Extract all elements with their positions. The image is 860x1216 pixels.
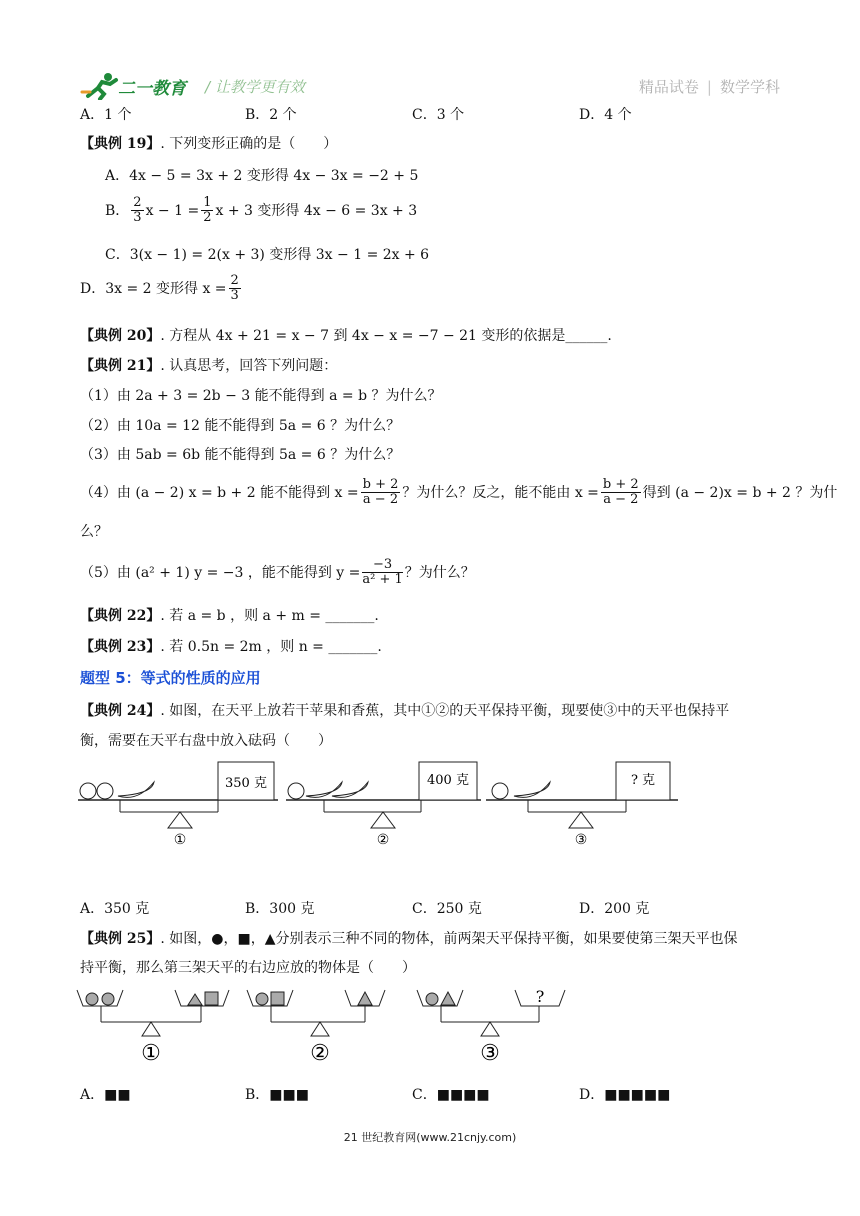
q24-option-d: D．200 克	[579, 901, 650, 917]
q23	[80, 636, 382, 656]
q19-stem	[80, 133, 337, 153]
q24-option-c: C．250 克	[412, 901, 482, 917]
q19-d-prefix: D．3x = 2 变形得 x =	[80, 280, 227, 297]
fulcrum-icon	[142, 1022, 160, 1036]
header-separator: |	[706, 78, 712, 96]
fraction-numerator: 2	[230, 273, 239, 288]
apple-icon	[97, 783, 113, 799]
q25-text: . 如图，●，■，▲分别表示三种不同的物体，前两架天平保持平衡，如果要使第三架天平也保	[160, 931, 738, 947]
q24-label: 【典例 24】	[80, 703, 161, 719]
q23-text: . 若 0.5n = 2m ，则 n = _______.	[160, 639, 382, 655]
unknown-mark: ?	[535, 987, 545, 1006]
circle-icon	[426, 993, 438, 1005]
q19-text: . 下列变形正确的是（ ）	[160, 136, 338, 152]
shape-balance-number-3: ③	[480, 1041, 500, 1066]
apple-icon	[80, 783, 96, 799]
fraction-denominator: a − 2	[362, 492, 399, 508]
weight-label-3: ? 克	[630, 773, 656, 788]
q21-p4-c: 得到 (a − 2)x = b + 2 ？为什	[642, 484, 838, 501]
fraction-denominator: 2	[203, 210, 212, 226]
shape-balance-1	[77, 990, 229, 1066]
q21-stem	[80, 355, 337, 375]
page-footer: 21 世纪教育网(www.21cnjy.com)	[343, 1131, 517, 1144]
shape-balance-number-2: ②	[310, 1041, 330, 1066]
fraction-denominator: a − 2	[603, 492, 639, 508]
q21-part-3: （3）由 5ab = 6b 能不能得到 5a = 6 ？为什么？	[80, 447, 401, 463]
q19-b-suffix: x + 3 变形得 4x − 6 = 3x + 3	[215, 202, 418, 219]
weight-label-2: 400 克	[427, 773, 469, 788]
shape-balance-number-1: ①	[141, 1041, 161, 1066]
fraction-numerator: b + 2	[362, 477, 399, 492]
fraction-denominator: a² + 1	[362, 572, 403, 588]
q18-option-b: B．2 个	[245, 107, 297, 123]
fraction-denominator: 3	[230, 288, 239, 304]
shape-balance-3	[417, 987, 565, 1066]
q19-option-d	[80, 274, 243, 304]
fulcrum-icon	[569, 812, 593, 828]
q21-p5-fraction	[362, 558, 402, 588]
q21-p5-b: ？为什么？	[404, 564, 475, 581]
circle-icon	[102, 993, 114, 1005]
q25-stem-line-2: 持平衡，那么第三架天平的右边应放的物体是（ ）	[80, 960, 416, 976]
q22	[80, 605, 379, 625]
fulcrum-icon	[168, 812, 192, 828]
q23-label: 【典例 23】	[80, 639, 161, 655]
q19-option-c: C．3(x − 1) = 2(x + 3) 变形得 3x − 1 = 2x + 6	[105, 247, 430, 263]
q24-stem-line-1	[80, 700, 729, 720]
q25-stem-line-1	[80, 928, 737, 948]
q21-part-2: （2）由 10a = 12 能不能得到 5a = 6 ？为什么？	[80, 418, 401, 434]
balance-1	[78, 762, 278, 848]
q20	[80, 325, 612, 345]
q21-text: . 认真思考，回答下列问题：	[160, 358, 338, 374]
q19-b-fraction-2	[201, 196, 213, 226]
q21-part-5	[80, 558, 475, 588]
q21-p5-a: （5）由 (a² + 1) y = −3 ，能不能得到 y =	[80, 564, 361, 581]
q25-label: 【典例 25】	[80, 931, 161, 947]
circle-icon	[86, 993, 98, 1005]
apple-icon	[288, 783, 304, 799]
q21-p4-fraction-1	[361, 478, 401, 508]
balance-2	[286, 762, 481, 848]
q21-p4-b: ？为什么？反之，能不能由 x =	[402, 484, 599, 501]
q21-part-4	[80, 478, 837, 508]
q22-label: 【典例 22】	[80, 608, 161, 624]
q20-text: . 方程从 4x + 21 = x − 7 到 4x − x = −7 − 21 变形的依据是______.	[160, 328, 612, 344]
banana-icon	[306, 782, 342, 797]
triangle-icon	[441, 992, 455, 1005]
balance-number-2: ②	[376, 832, 390, 848]
fraction-denominator: 3	[133, 210, 142, 226]
fraction-numerator: b + 2	[602, 477, 639, 492]
circle-icon	[256, 993, 268, 1005]
q18-option-a: A．1 个	[80, 107, 132, 123]
banana-icon	[514, 782, 550, 797]
fulcrum-icon	[371, 812, 395, 828]
runner-logo-icon	[80, 72, 120, 100]
fraction-numerator: 1	[203, 195, 212, 210]
q19-b-fraction-1	[131, 196, 143, 226]
q25-option-a: A．■■	[80, 1087, 131, 1103]
banana-icon	[118, 782, 154, 797]
q24-option-a: A．350 克	[80, 901, 150, 917]
q24-balance-figure	[78, 760, 683, 850]
triangle-icon	[188, 994, 202, 1005]
square-icon	[271, 992, 284, 1005]
header-label-exam: 精品试卷	[638, 78, 699, 96]
header-subject	[639, 76, 780, 97]
q20-label: 【典例 20】	[80, 328, 161, 344]
q25-option-c: C．■■■■	[412, 1087, 490, 1103]
q18-option-c: C．3 个	[412, 107, 465, 123]
q19-d-fraction	[229, 274, 241, 304]
fulcrum-icon	[481, 1022, 499, 1036]
q24-option-b: B．300 克	[245, 901, 315, 917]
fraction-numerator: −3	[362, 558, 402, 573]
q21-p4-fraction-2	[601, 478, 641, 508]
fraction-numerator: 2	[133, 195, 142, 210]
apple-icon	[492, 783, 508, 799]
balance-number-3: ③	[574, 832, 588, 848]
q22-text: . 若 a = b ，则 a + m = _______.	[160, 608, 379, 624]
q25-option-b: B．■■■	[245, 1087, 309, 1103]
q19-option-b	[105, 196, 417, 226]
q21-part-4-continued: 么？	[80, 524, 108, 540]
q19-b-prefix: B．	[105, 202, 130, 219]
weight-label-1: 350 克	[225, 776, 267, 791]
square-icon	[205, 992, 218, 1005]
q25-balance-figure	[75, 984, 575, 1074]
section-title-5: 题型 5：等式的性质的应用	[80, 669, 261, 687]
banana-icon	[332, 782, 368, 797]
q18-option-d: D．4 个	[579, 107, 632, 123]
q19-b-middle: x − 1 =	[145, 202, 200, 219]
q21-part-1: （1）由 2a + 3 = 2b − 3 能不能得到 a = b ？为什么？	[80, 388, 442, 404]
q24-text: . 如图，在天平上放若干苹果和香蕉，其中①②的天平保持平衡，现要使③中的天平也保持平	[160, 703, 730, 719]
balance-number-1: ①	[173, 832, 187, 848]
slogan: / 让教学更有效	[205, 78, 305, 96]
q25-option-d: D．■■■■■	[579, 1087, 671, 1103]
q24-stem-line-2: 衡，需要在天平右盘中放入砝码（ ）	[80, 733, 332, 749]
q21-p4-a: （4）由 (a − 2) x = b + 2 能不能得到 x =	[80, 484, 359, 501]
balance-3	[486, 762, 678, 848]
q19-option-a: A．4x − 5 = 3x + 2 变形得 4x − 3x = −2 + 5	[105, 168, 419, 184]
q19-label: 【典例 19】	[80, 136, 161, 152]
q21-label: 【典例 21】	[80, 358, 161, 374]
header-label-subject: 数学学科	[719, 78, 780, 96]
triangle-icon	[358, 992, 372, 1005]
shape-balance-2	[247, 990, 385, 1066]
brand-name: 二一教育	[118, 79, 186, 99]
fulcrum-icon	[311, 1022, 329, 1036]
